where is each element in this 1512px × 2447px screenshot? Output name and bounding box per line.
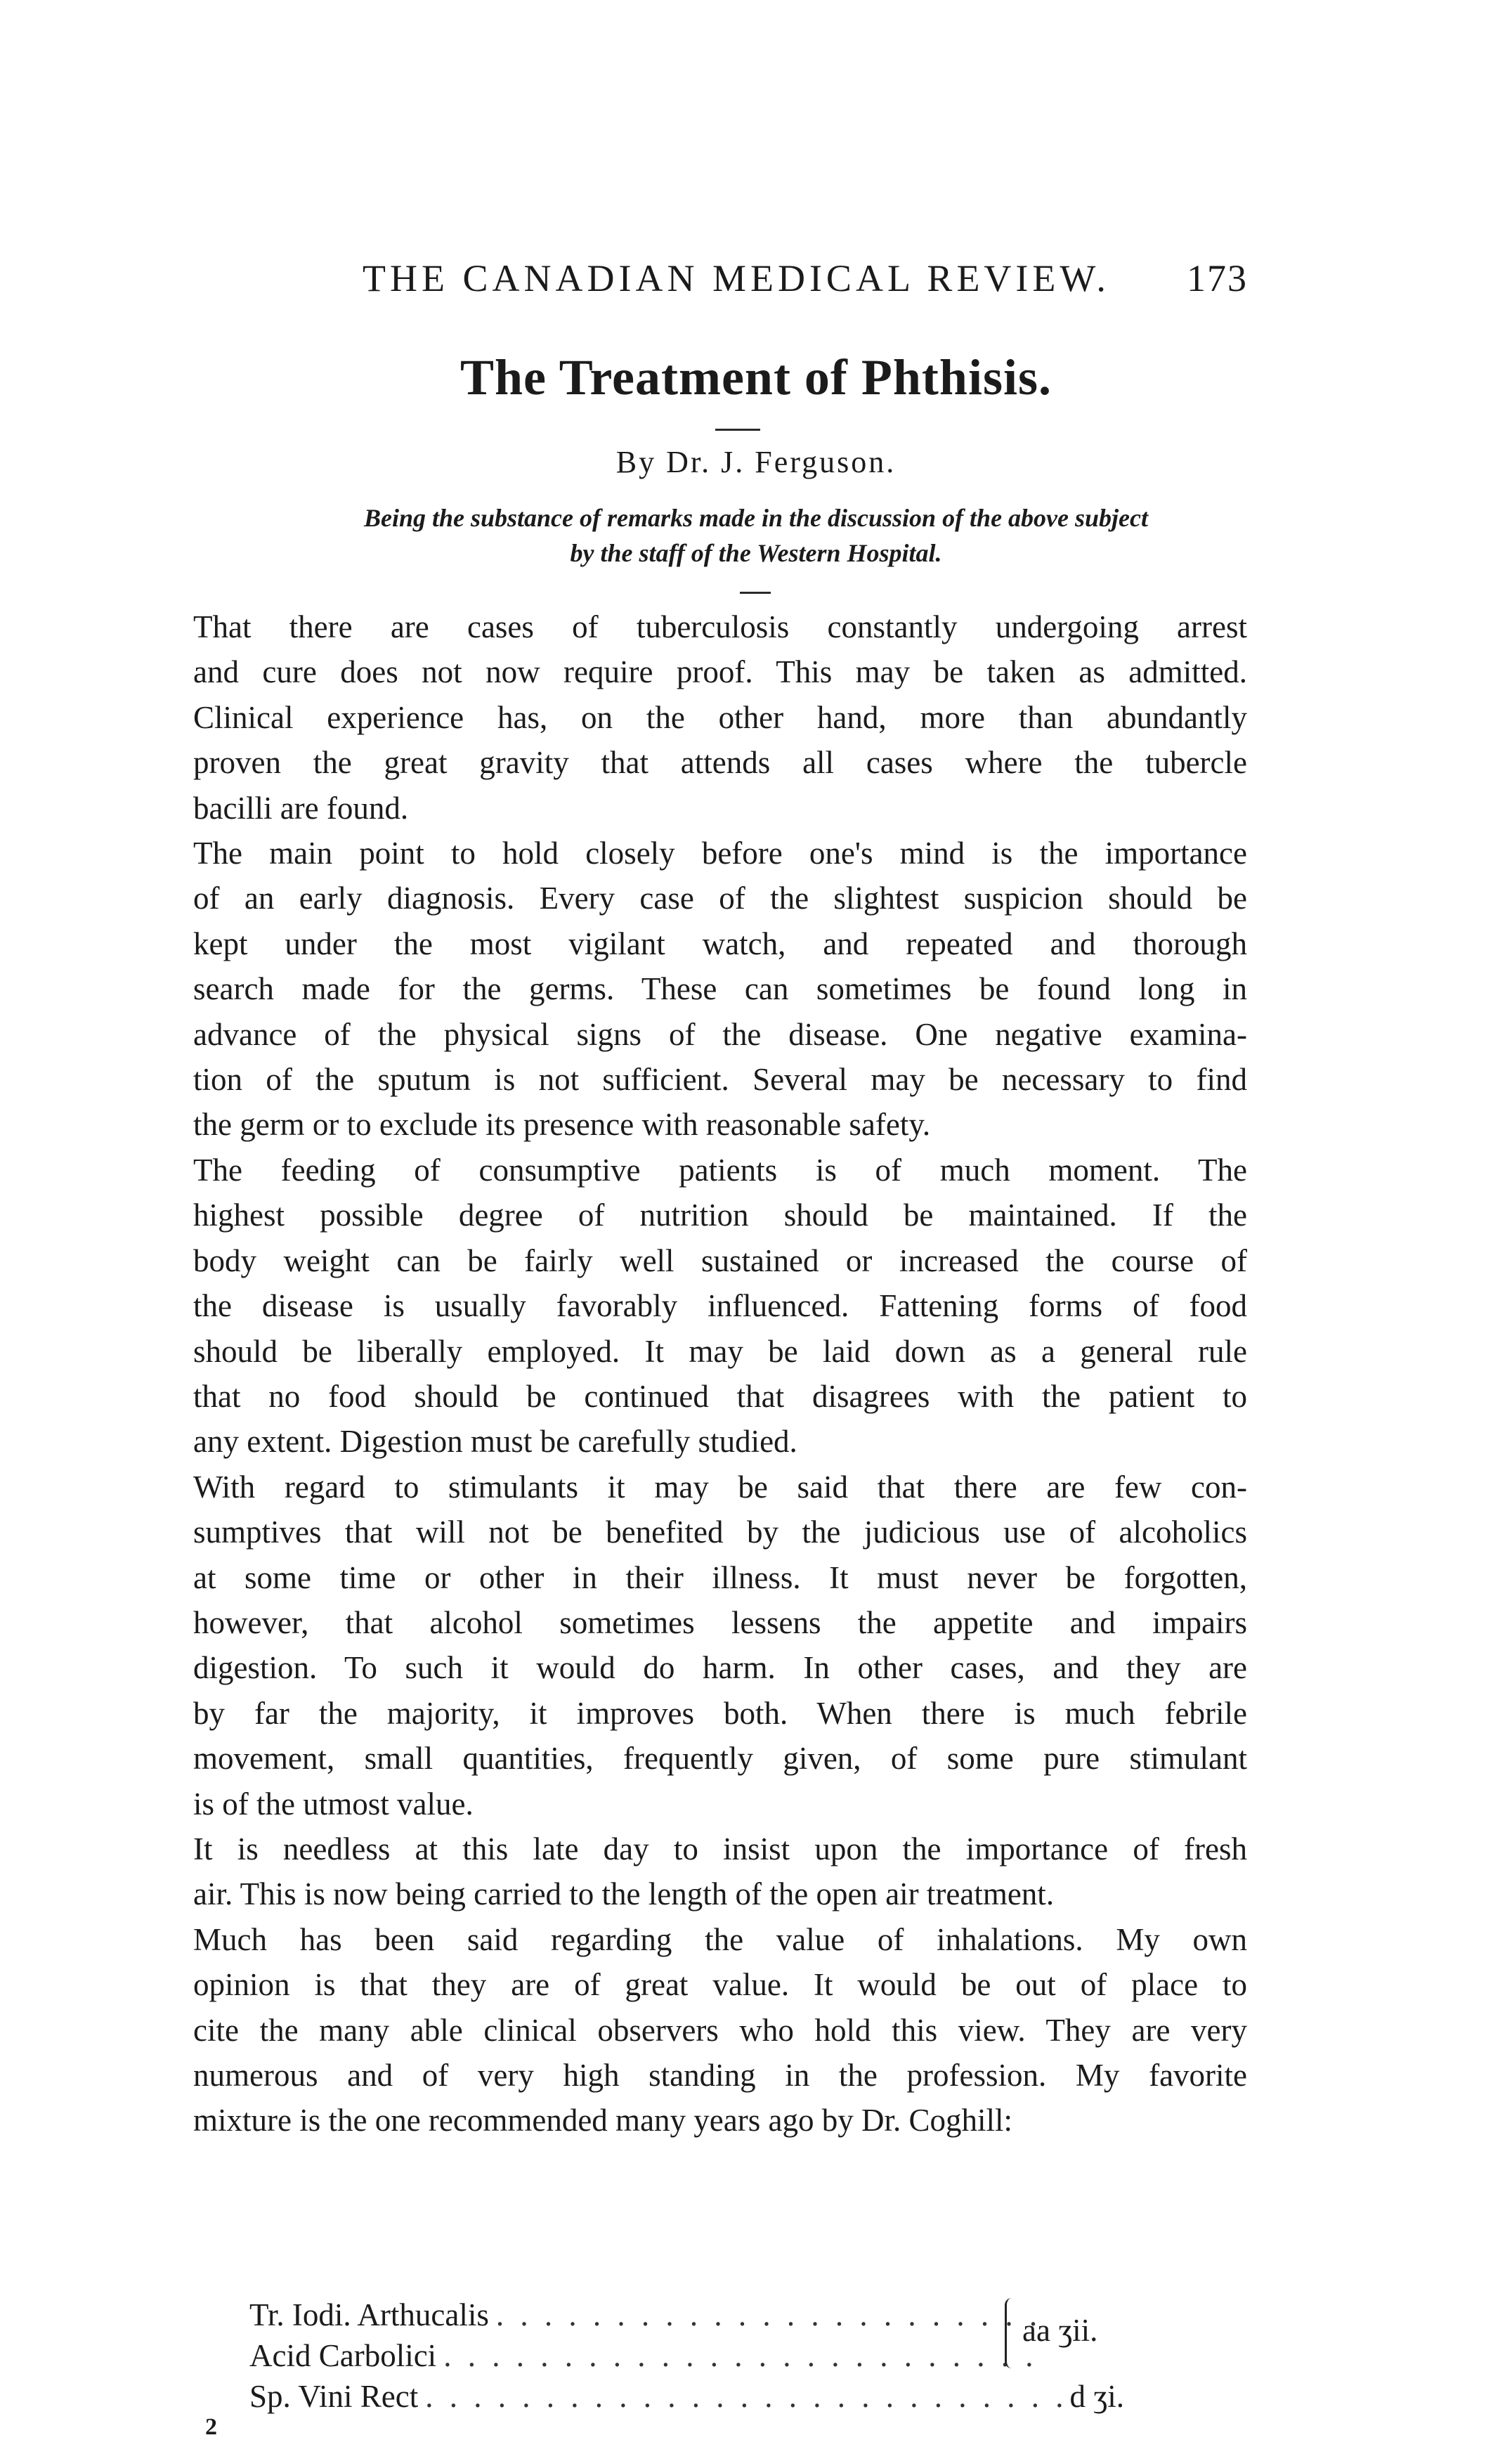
page-number: 173 [1187, 257, 1248, 299]
text-line: kept under the most vigilant watch, and repeated and thorough [193, 926, 1247, 961]
text-line: It is needless at this late day to insist upon the importance of fresh [193, 1831, 1247, 1867]
text-line: digestion. To such it would do harm. In other cases, and they are [193, 1650, 1247, 1686]
text-line: With regard to stimulants it may be said that there are few con- [193, 1469, 1247, 1505]
body-paragraph [186, 604, 1247, 831]
body-paragraph [186, 1465, 1247, 1826]
ingredient-name: Acid Carbolici [249, 2338, 437, 2373]
article-byline: By Dr. J. Ferguson. [615, 445, 897, 479]
text-line: tion of the sputum is not sufficient. Several may be necessary to find [193, 1062, 1247, 1098]
text-line: should be liberally employed. It may be laid down as a general rule [193, 1333, 1247, 1369]
text-line: body weight can be fairly well sustained or increased the course of [193, 1242, 1247, 1278]
grouping-brace [1005, 2298, 1017, 2368]
body-paragraph [186, 1917, 1247, 2143]
dot-leader [443, 2335, 1047, 2376]
text-line: numerous and of very high standing in the profession. My favorite [193, 2058, 1247, 2093]
ingredient-dose: d ʒi. [1069, 2379, 1124, 2414]
text-line: air. This is now being carried to the length of the open air treatment. [193, 1876, 1055, 1912]
ingredient-name: Tr. Iodi. Arthucalis [249, 2297, 489, 2332]
body-paragraph [186, 831, 1247, 1148]
article-note [0, 500, 1512, 571]
shared-dose: aa ʒii. [1022, 2313, 1098, 2348]
prescription-row [249, 2376, 1184, 2417]
text-line: advance of the physical signs of the disease. One negative examina- [193, 1016, 1247, 1052]
dot-leader [425, 2376, 1073, 2417]
text-line: by far the majority, it improves both. When there is much febrile [193, 1695, 1247, 1731]
text-line: proven the great gravity that attends all cases where the tubercle [193, 745, 1247, 781]
text-line: however, that alcohol sometimes lessens the appetite and impairs [193, 1604, 1247, 1640]
text-line: highest possible degree of nutrition should be maintained. If the [193, 1197, 1247, 1233]
note-line: Being the substance of remarks made in the discussion of the above subject [363, 504, 1149, 532]
text-line: Clinical experience has, on the other hand, more than abundantly [193, 699, 1247, 735]
text-line: of an early diagnosis. Every case of the slightest suspicion should be [193, 881, 1247, 916]
body-paragraph [186, 1826, 1247, 1917]
text-line: The main point to hold closely before one's mind is the importance [193, 836, 1247, 871]
note-line: by the staff of the Western Hospital. [570, 539, 942, 567]
text-line: any extent. Digestion must be carefully studied. [193, 1424, 797, 1460]
text-line: mixture is the one recommended many years ago by Dr. Coghill: [193, 2103, 1012, 2138]
text-line: Much has been said regarding the value of inhalations. My own [193, 1921, 1247, 1957]
running-title: THE CANADIAN MEDICAL REVIEW. [363, 257, 1110, 299]
text-line: opinion is that they are of great value. It would be out of place to [193, 1967, 1247, 2003]
text-line: That there are cases of tuberculosis constantly undergoing arrest [193, 609, 1247, 644]
text-line: The feeding of consumptive patients is of much moment. The [193, 1152, 1247, 1188]
text-line: the disease is usually favorably influenced. Fattening forms of food [193, 1288, 1247, 1324]
article-title: The Treatment of Phthisis. [460, 349, 1052, 405]
ingredient-name: Sp. Vini Rect [249, 2379, 419, 2414]
article-body [186, 604, 1247, 2143]
text-line: is of the utmost value. [193, 1786, 474, 1822]
text-line: and cure does not now require proof. This may be taken as admitted. [193, 654, 1247, 690]
text-line: sumptives that will not be benefited by the judicious use of alcoholics [193, 1514, 1247, 1550]
text-line: that no food should be continued that disagrees with the patient to [193, 1378, 1247, 1414]
title-rule [715, 429, 760, 431]
signature-mark: 2 [205, 2414, 217, 2440]
dot-leader [496, 2295, 1047, 2335]
text-line: bacilli are found. [193, 790, 409, 826]
text-line: movement, small quantities, frequently given, of some pure stimulant [193, 1741, 1247, 1777]
text-line: the germ or to exclude its presence with reasonable safety. [193, 1107, 931, 1143]
body-paragraph [186, 1148, 1247, 1465]
text-line: cite the many able clinical observers who hold this view. They are very [193, 2012, 1247, 2048]
text-line: at some time or other in their illness. It must never be forgotten, [193, 1559, 1247, 1595]
text-line: search made for the germs. These can sometimes be found long in [193, 971, 1247, 1007]
note-rule [740, 592, 771, 594]
running-header [363, 257, 1248, 300]
